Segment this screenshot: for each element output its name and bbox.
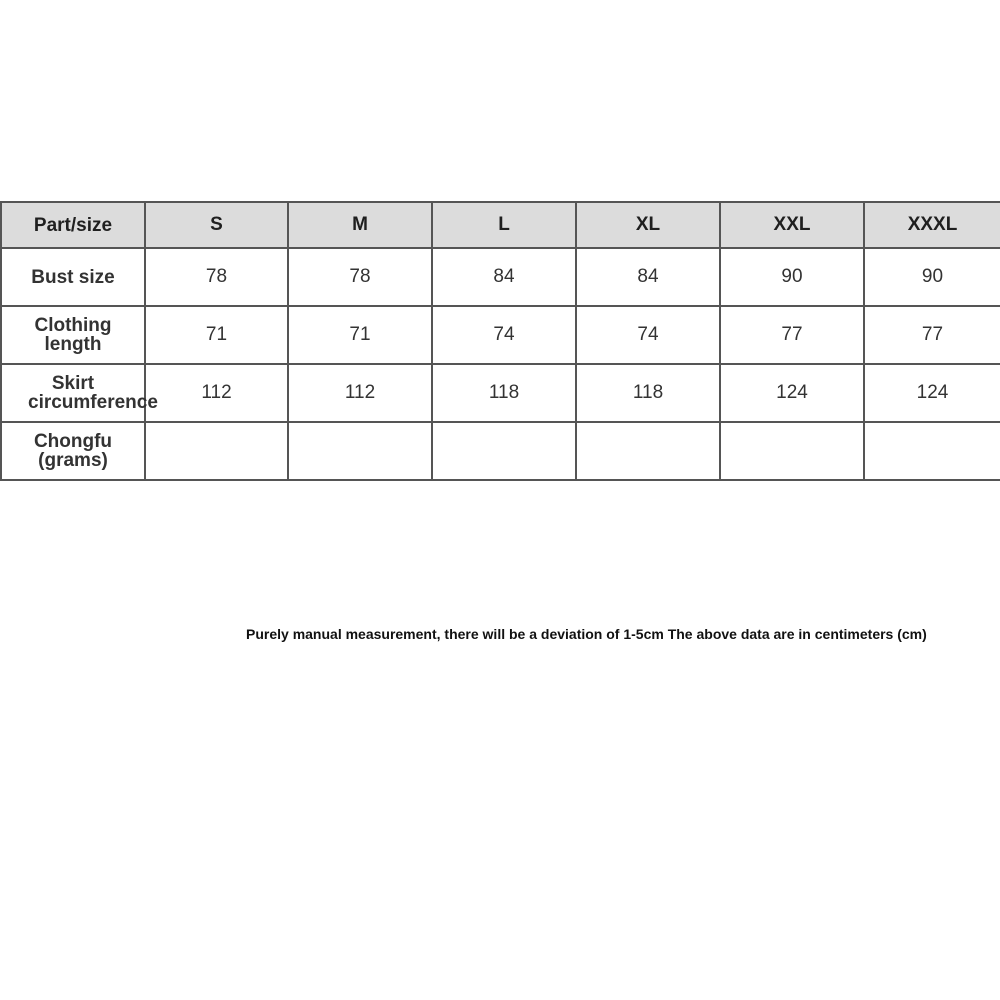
table-cell: 112	[145, 364, 288, 422]
table-cell	[432, 422, 576, 480]
table-cell	[576, 422, 720, 480]
table-cell: 124	[864, 364, 1000, 422]
table-cell: 84	[432, 248, 576, 306]
table-cell: 71	[145, 306, 288, 364]
table-row	[1, 422, 1000, 480]
table-cell: 77	[864, 306, 1000, 364]
row-label-text: Skirt circumference	[28, 373, 158, 413]
row-label-bust-size: Bust size	[1, 248, 145, 306]
table-cell: 118	[576, 364, 720, 422]
measurement-footnote: Purely manual measurement, there will be a deviation of 1-5cm The above data are in centimeters (cm)	[246, 626, 927, 642]
size-header-cell: L	[432, 202, 576, 248]
table-cell: 78	[288, 248, 432, 306]
size-header-cell: XL	[576, 202, 720, 248]
table-row	[1, 248, 1000, 306]
size-header-cell: M	[288, 202, 432, 248]
size-header-cell: S	[145, 202, 288, 248]
row-label-chongfu	[1, 422, 145, 480]
size-header-cell: XXL	[720, 202, 864, 248]
table-cell: 78	[145, 248, 288, 306]
table-cell: 90	[720, 248, 864, 306]
table-cell: 77	[720, 306, 864, 364]
table-cell: 71	[288, 306, 432, 364]
table-cell	[145, 422, 288, 480]
table-cell: 74	[576, 306, 720, 364]
table-cell: 90	[864, 248, 1000, 306]
table-cell: 112	[288, 364, 432, 422]
table-cell	[288, 422, 432, 480]
table-cell: 124	[720, 364, 864, 422]
table-cell	[864, 422, 1000, 480]
size-header-cell: XXXL	[864, 202, 1000, 248]
table-cell: 74	[432, 306, 576, 364]
table-row	[1, 364, 1000, 422]
size-chart-table	[0, 201, 1000, 481]
corner-header-cell: Part/size	[1, 202, 145, 248]
row-label-text: Clothing length	[34, 315, 112, 355]
row-label-clothing-length	[1, 306, 145, 364]
table-cell: 84	[576, 248, 720, 306]
table-row	[1, 306, 1000, 364]
row-label-text: Chongfu (grams)	[33, 431, 113, 471]
table-cell: 118	[432, 364, 576, 422]
table-header-row	[1, 202, 1000, 248]
row-label-skirt-circumference	[1, 364, 158, 422]
table-cell	[720, 422, 864, 480]
